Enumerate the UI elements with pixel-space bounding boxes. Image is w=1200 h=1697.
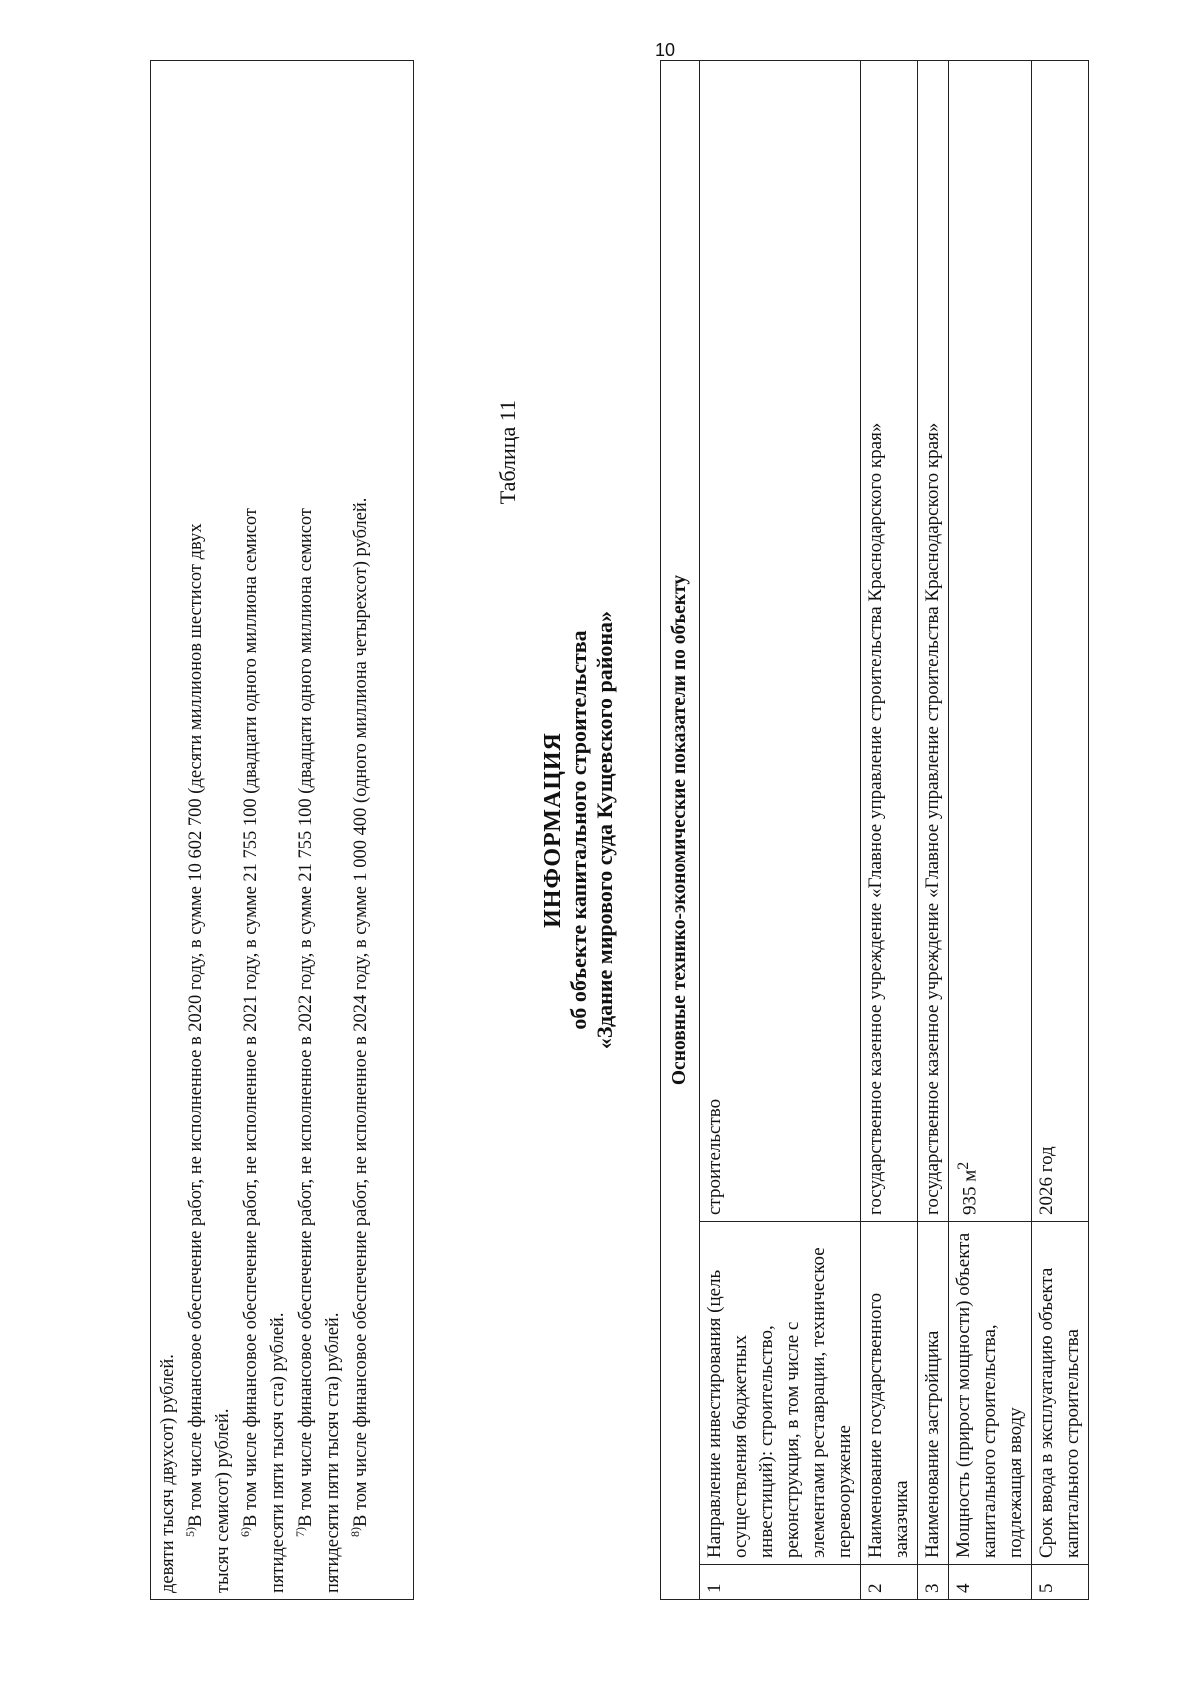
footnote-line: пятидесяти пяти тысяч ста) рублей. (268, 1312, 288, 1593)
table-header-row (661, 61, 700, 1600)
row-name: Мощность (прирост мощности) объекта капитального строительства, подлежащая вводу (949, 1222, 1032, 1565)
footnote-line: пятидесяти пяти тысяч ста) рублей. (323, 1312, 343, 1593)
unit-superscript: 2 (955, 1161, 972, 1170)
row-value: государственное казенное учреждение «Главное управление строительства Краснодарского края» (918, 61, 949, 1222)
row-name: Наименование государственного заказчика (861, 1222, 918, 1565)
footnote-marker: 6) (237, 1527, 252, 1537)
footnote-marker: 7) (292, 1527, 307, 1537)
row-name: Наименование застройщика (918, 1222, 949, 1565)
page-number: 10 (654, 40, 676, 60)
rotated-sheet (150, 60, 1200, 1600)
footnote-line: $^{8)}$В том числе финансовое обеспечение работ, не исполненное в 2024 году, в сумме 1 000 400 (одного миллиона четырехсот) рублей. (347, 497, 371, 1537)
row-value: 2026 год (1032, 61, 1089, 1222)
title-line3: «Здание мирового суда Кущевского района» (592, 610, 617, 1050)
footnote-line: $^{7)}$В том числе финансовое обеспечение работ, не исполненное в 2022 году, в сумме 21 755 100 (двадцати одного миллиона семисот (292, 507, 316, 1537)
row-number: 2 (861, 1565, 918, 1600)
table-row (700, 61, 861, 1600)
footnotes-box (150, 60, 414, 1600)
table-row (1032, 61, 1089, 1600)
row-value: строительство (700, 61, 861, 1222)
row-name: Направление инвестирования (цель осуществления бюджетных инвестиций): строительство, реконструкция, в том числе с элементами реставрации, техническое перевооружение (700, 1222, 861, 1565)
table-row (918, 61, 949, 1600)
table-row (949, 61, 1032, 1600)
row-number: 3 (918, 1565, 949, 1600)
footnote-line: тысяч семисот) рублей. (213, 1408, 233, 1593)
footnote-line: $^{6)}$В том числе финансовое обеспечение работ, не исполненное в 2021 году, в сумме 21 755 100 (двадцати одного миллиона семисот (237, 507, 261, 1537)
footnote-line: девяти тысяч двухсот) рублей. (158, 1354, 178, 1593)
title-main: ИНФОРМАЦИЯ (540, 732, 566, 928)
table-header: Основные технико-экономические показатели по объекту (661, 61, 700, 1600)
footnote-line: $^{5)}$В том числе финансовое обеспечение работ, не исполненное в 2020 году, в сумме 10 602 700 (десяти миллионов шестисот двух (182, 523, 206, 1537)
footnote-marker: 8) (347, 1527, 362, 1537)
object-info-table (660, 60, 1089, 1600)
row-value: государственное казенное учреждение «Главное управление строительства Краснодарского края» (861, 61, 918, 1222)
row-name: Срок ввода в эксплуатацию объекта капитального строительства (1032, 1222, 1089, 1565)
table-label: Таблица 11 (495, 400, 520, 505)
row-number: 1 (700, 1565, 861, 1600)
row-value: 935 $м^2$ (949, 61, 1032, 1222)
row-number: 4 (949, 1565, 1032, 1600)
row-number: 5 (1032, 1565, 1089, 1600)
title-line2: об объекте капитального строительства (566, 630, 591, 1030)
document-title (540, 60, 618, 1600)
footnote-marker: 5) (182, 1527, 197, 1537)
table-row (861, 61, 918, 1600)
